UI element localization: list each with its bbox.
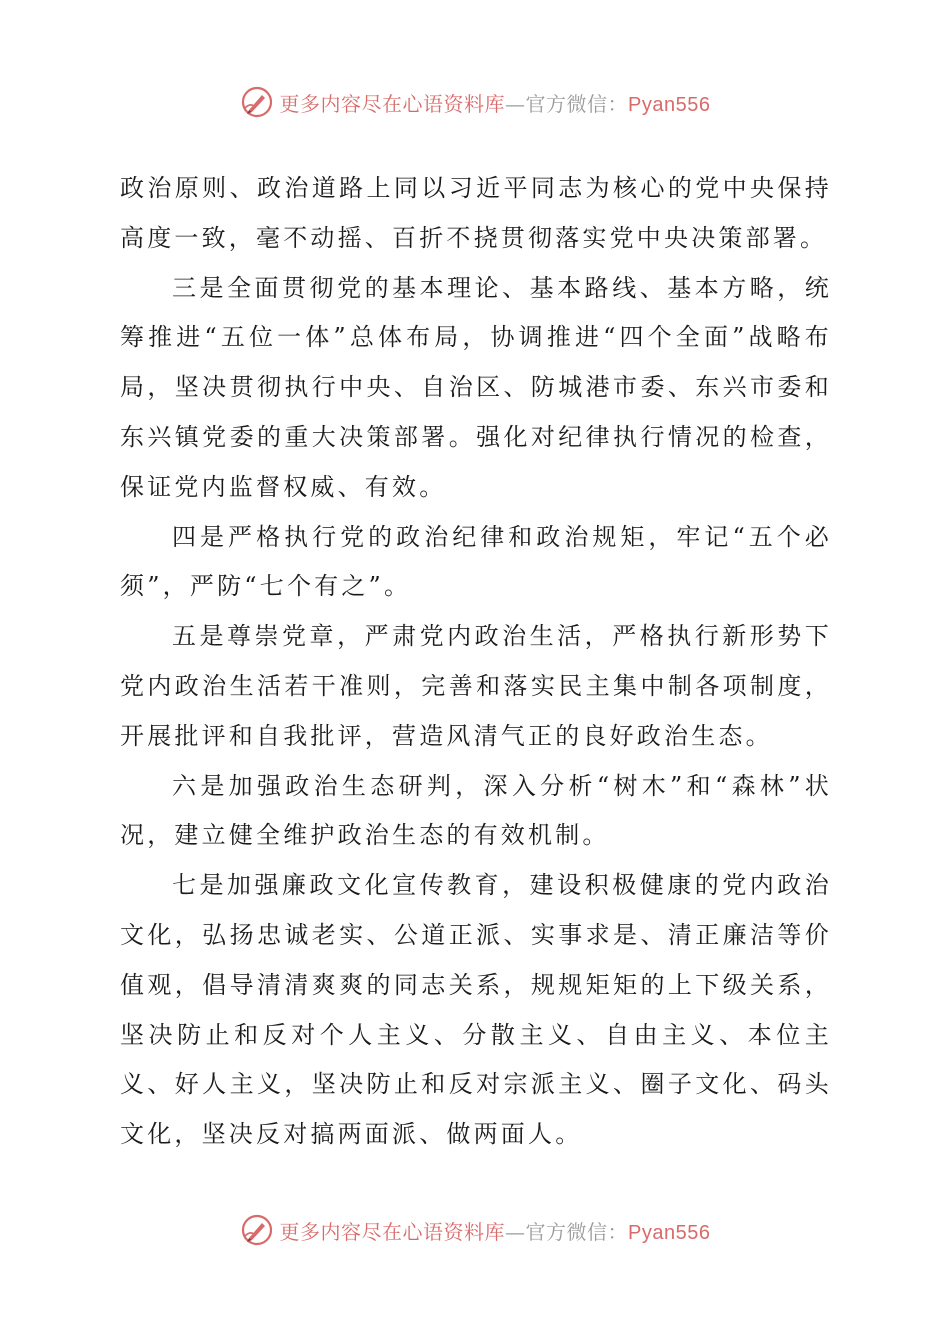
footer-banner-dash: —	[505, 1219, 526, 1244]
pen-in-circle-icon	[240, 1213, 274, 1247]
paragraph-five: 五是尊崇党章，严肃党内政治生活，严格执行新形势下党内政治生活若干准则，完善和落实民主集中制各项制度，开展批评和自我批评，营造风清气正的良好政治生态。	[120, 622, 832, 750]
paragraph-continuation: 政治原则、政治道路上同以习近平同志为核心的党中央保持高度一致，毫不动摇、百折不挠贯彻落实党中央决策部署。	[120, 174, 832, 252]
header-banner-wechat-id: Pyan556	[628, 93, 711, 116]
footer-banner	[0, 1210, 950, 1250]
footer-banner-wechat-id: Pyan556	[628, 1221, 711, 1244]
header-banner-dash: —	[505, 91, 526, 116]
footer-banner-sub: 官方微信：	[525, 1219, 629, 1244]
footer-banner-main: 更多内容尽在心语资料库	[279, 1219, 506, 1244]
header-banner	[0, 82, 950, 122]
paragraph-three: 三是全面贯彻党的基本理论、基本路线、基本方略，统筹推进“五位一体”总体布局，协调推进“四个全面”战略布局，坚决贯彻执行中央、自治区、防城港市委、东兴市委和东兴镇党委的重大决策部署。强化对纪律执行情况的检查，保证党内监督权威、有效。	[120, 273, 832, 501]
header-banner-main: 更多内容尽在心语资料库	[279, 91, 506, 116]
pen-in-circle-icon	[240, 85, 274, 119]
paragraph-four: 四是严格执行党的政治纪律和政治规矩，牢记“五个必须”，严防“七个有之”。	[120, 522, 832, 601]
footer-banner-text	[280, 1216, 711, 1245]
paragraph-six: 六是加强政治生态研判，深入分析“树木”和“森林”状况，建立健全维护政治生态的有效机制。	[120, 771, 832, 850]
document-body	[120, 164, 832, 1160]
paragraph-seven: 七是加强廉政文化宣传教育，建设积极健康的党内政治文化，弘扬忠诚老实、公道正派、实事求是、清正廉洁等价值观，倡导清清爽爽的同志关系，规规矩矩的上下级关系，坚决防止和反对个人主义、分散主义、自由主义、本位主义、好人主义，坚决防止和反对宗派主义、圈子文化、码头文化，坚决反对搞两面派、做两面人。	[120, 871, 832, 1149]
header-banner-text	[280, 88, 711, 117]
header-banner-sub: 官方微信：	[525, 91, 629, 116]
